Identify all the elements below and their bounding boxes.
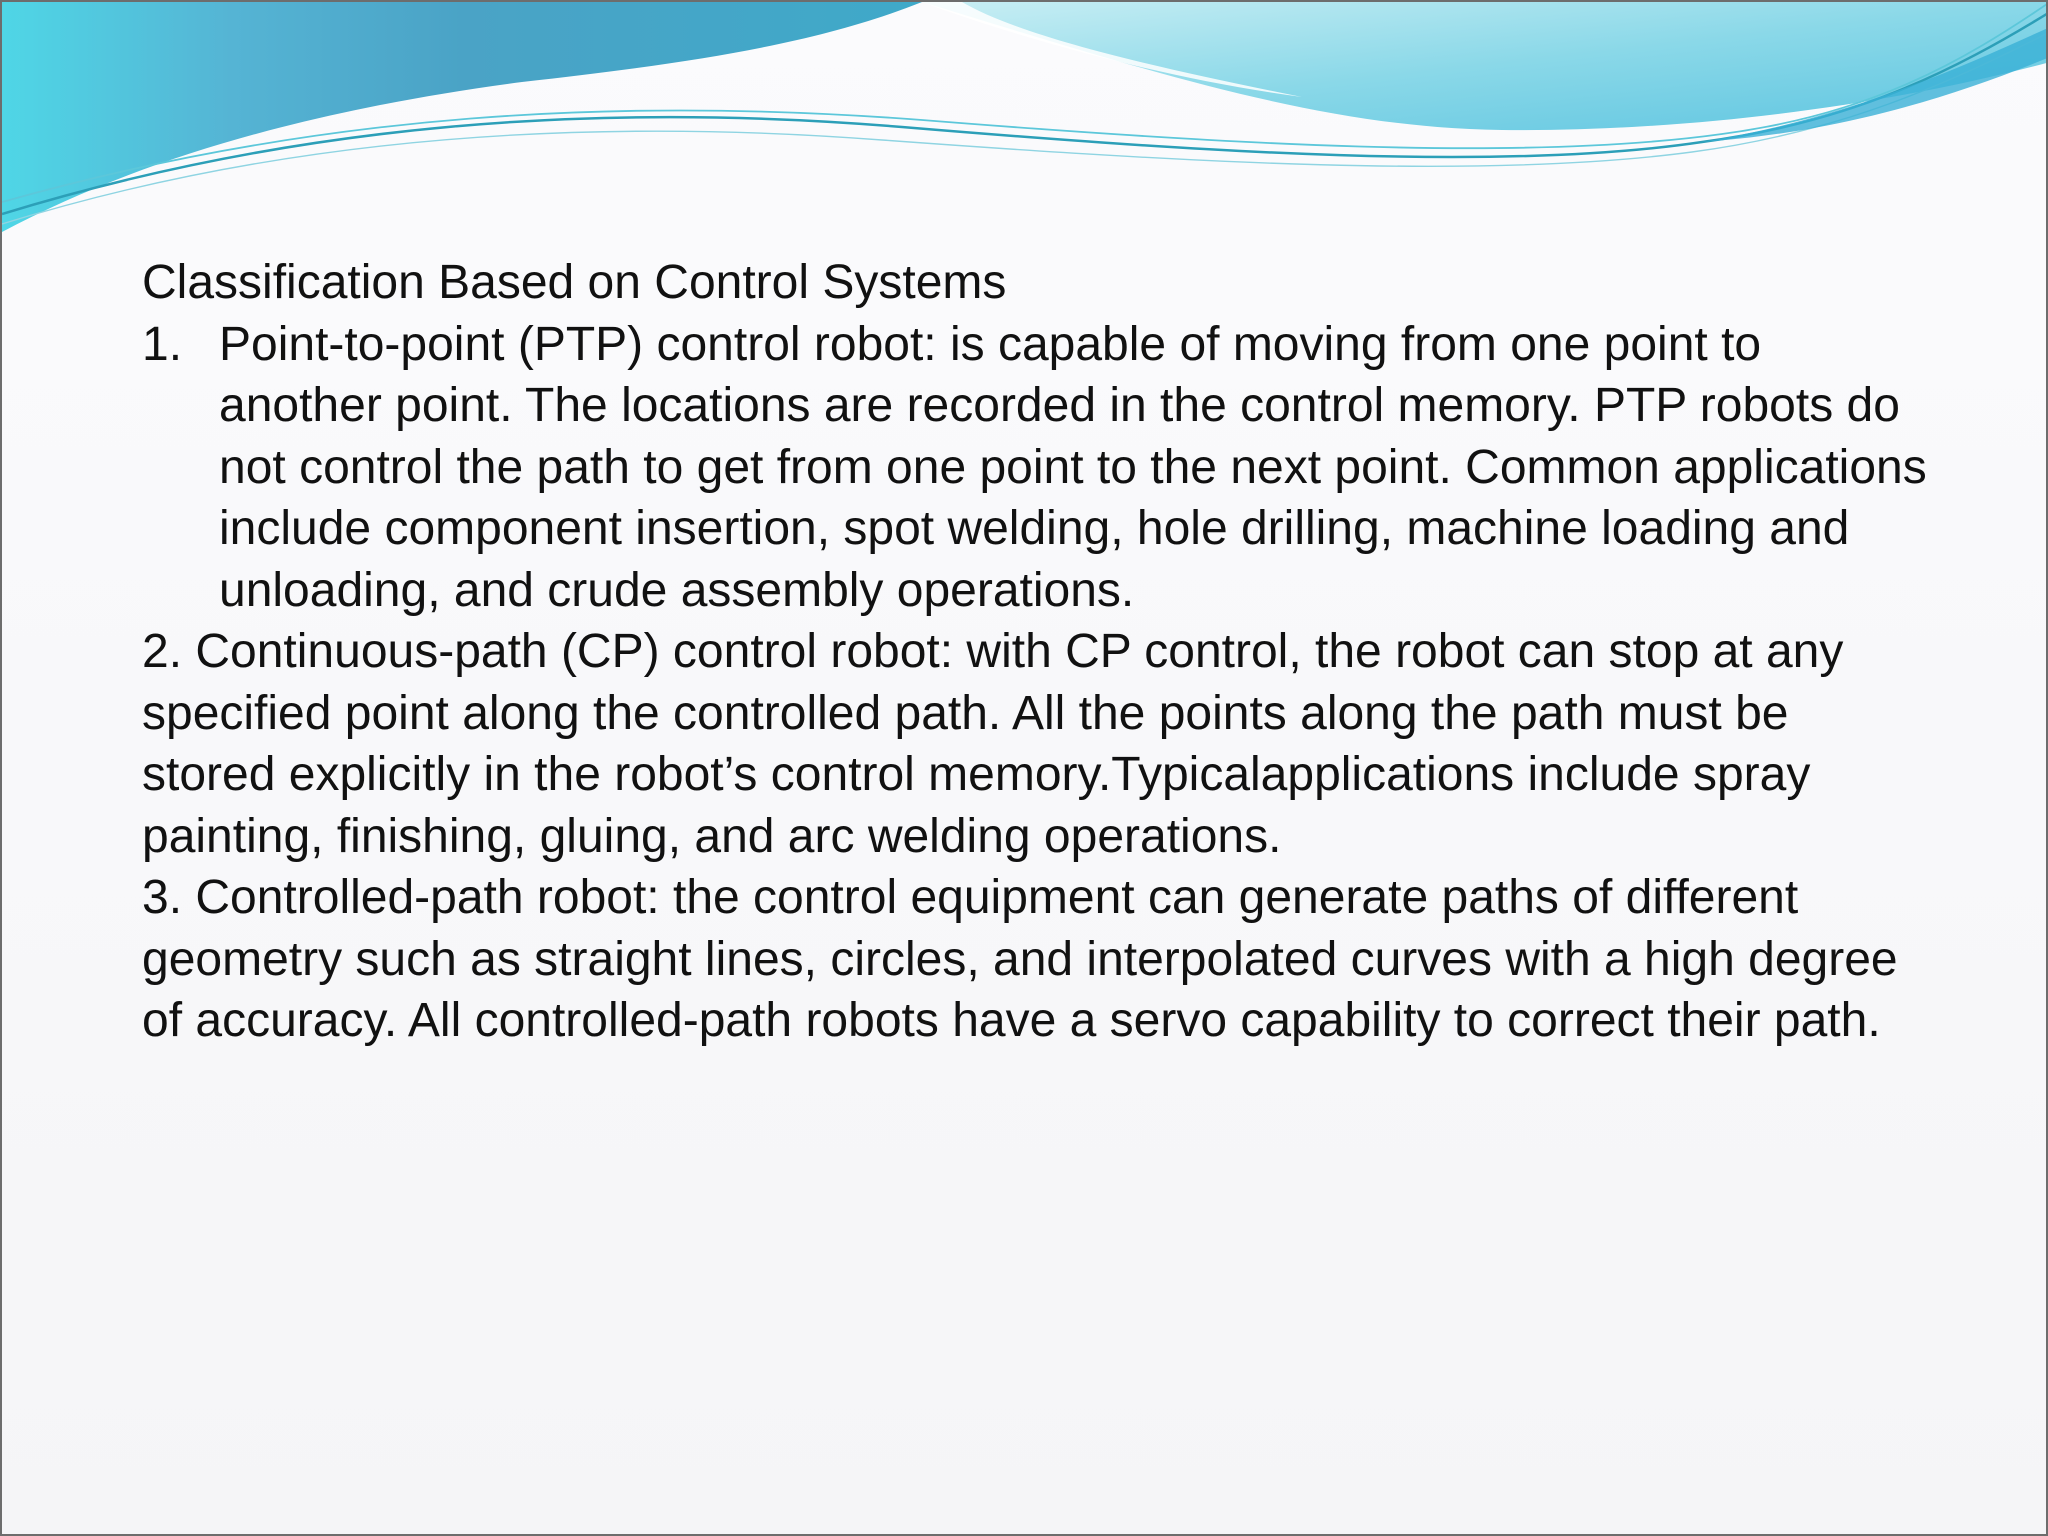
slide-body [142,252,1932,1052]
list-item-continuous-path: 2. Continuous-path (CP) control robot: with CP control, the robot can stop at any specified point along the controlled path. All the points along the path must be stored explicitly in the robot’s control memory.Typicalapplications include spray painting, finishing, gluing, and arc welding operations. [142,625,1844,863]
wave-header-decoration [2,2,2048,242]
list-item-text: Point-to-point (PTP) control robot: is capable of moving from one point to another point. The locations are recorded in the control memory. PTP robots do not control the path to get from one point to the next point. Common applications include component insertion, spot welding, hole drilling, machine loading and unloading, and crude assembly operations. [219,317,1927,617]
slide-heading: Classification Based on Control Systems [142,256,1007,309]
list-item-controlled-path: 3. Controlled-path robot: the control equipment can generate paths of different geometry such as straight lines, circles, and interpolated curves with a high degree of accuracy. All controlled-path robots have a servo capability to correct their path. [142,871,1898,1047]
list-item-number: 1. [142,317,183,371]
list-item-ptp [142,314,1932,622]
